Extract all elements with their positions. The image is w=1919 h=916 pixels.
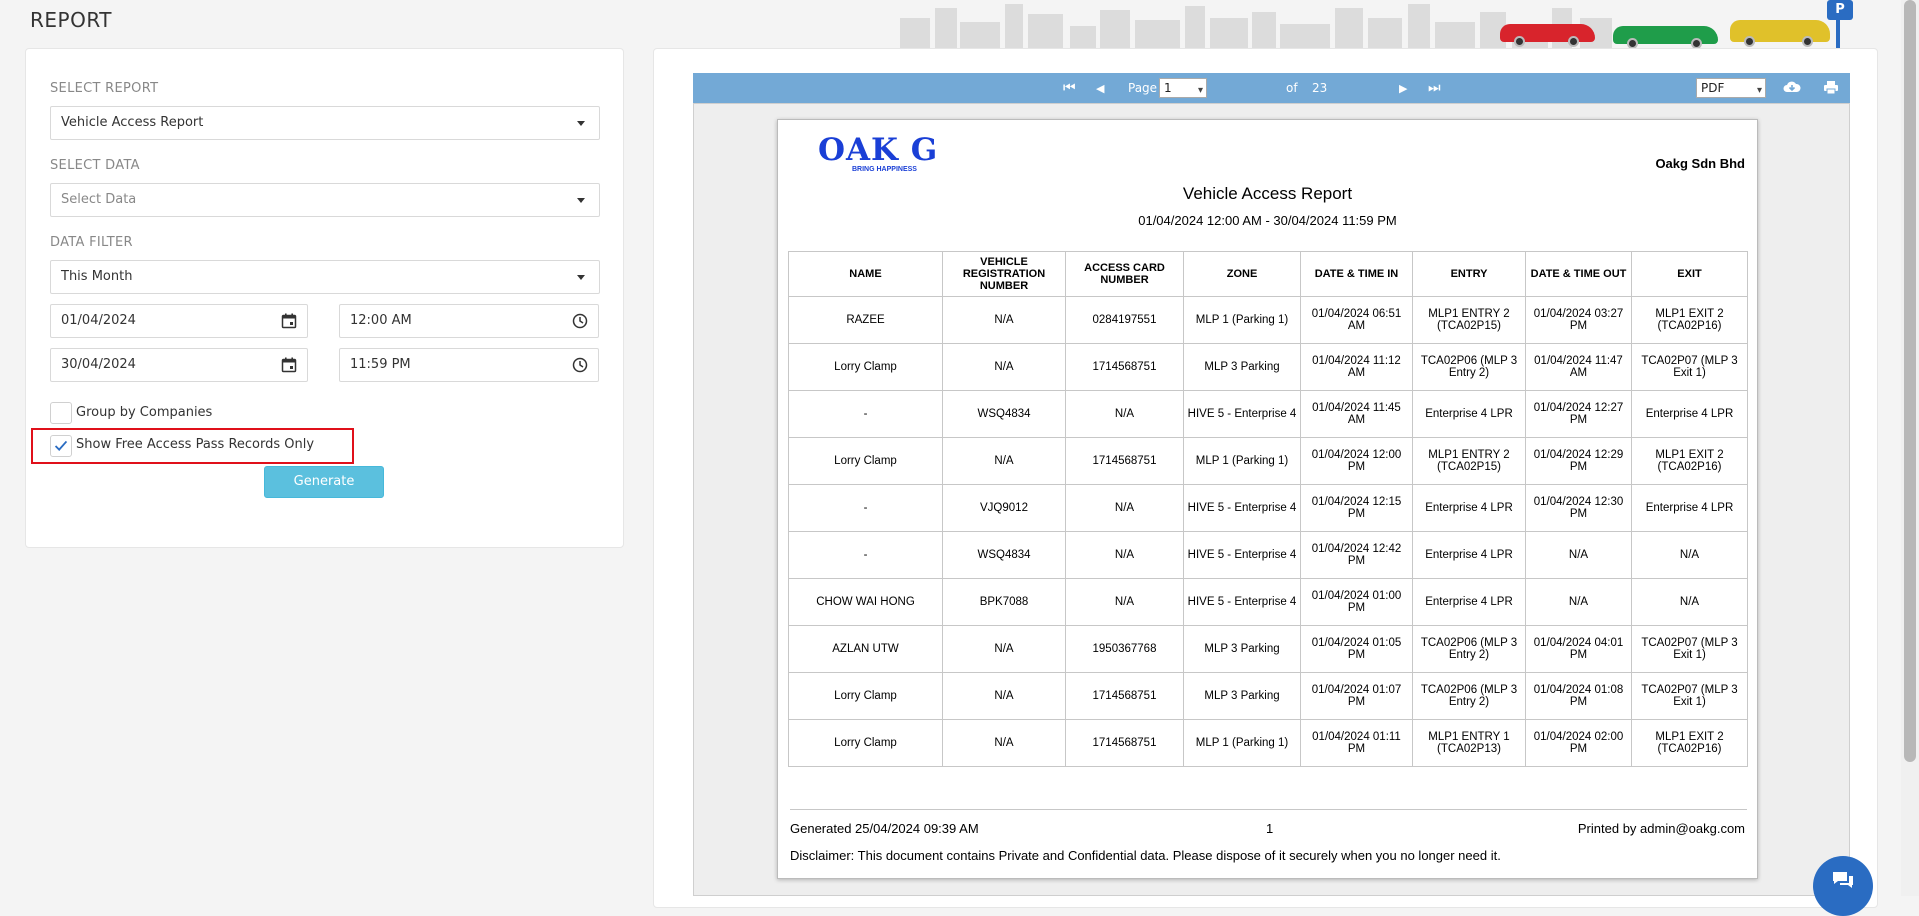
table-cell: 01/04/2024 01:11 PM: [1301, 720, 1413, 767]
table-cell: 01/04/2024 01:08 PM: [1526, 673, 1632, 720]
data-filter-dropdown[interactable]: [50, 260, 600, 294]
table-row: [789, 297, 1748, 344]
table-cell: Enterprise 4 LPR: [1413, 391, 1526, 438]
table-cell: HIVE 5 - Enterprise 4: [1184, 579, 1301, 626]
table-cell: Lorry Clamp: [789, 344, 943, 391]
column-header: ZONE: [1184, 252, 1301, 297]
table-cell: MLP1 EXIT 2 (TCA02P16): [1632, 297, 1748, 344]
report-filter-panel: [25, 48, 624, 548]
end-time-input[interactable]: [339, 348, 599, 382]
report-title: Vehicle Access Report: [1182, 184, 1353, 203]
export-format-value: PDF: [1701, 81, 1725, 95]
table-cell: 01/04/2024 12:29 PM: [1526, 438, 1632, 485]
green-car-icon: [1613, 26, 1718, 44]
table-cell: 01/04/2024 03:27 PM: [1526, 297, 1632, 344]
data-filter-label: DATA FILTER: [50, 235, 133, 250]
table-cell: TCA02P06 (MLP 3 Entry 2): [1413, 673, 1526, 720]
data-filter-value: This Month: [61, 269, 133, 284]
of-label: of: [1286, 81, 1298, 95]
table-cell: MLP 3 Parking: [1184, 673, 1301, 720]
table-row: [789, 626, 1748, 673]
table-cell: CHOW WAI HONG: [789, 579, 943, 626]
footer-divider: [790, 809, 1747, 810]
start-date-input[interactable]: [50, 304, 308, 338]
table-cell: MLP1 EXIT 2 (TCA02P16): [1632, 720, 1748, 767]
city-banner-illustration: [880, 0, 1880, 48]
table-cell: 01/04/2024 12:15 PM: [1301, 485, 1413, 532]
logo-tagline: BRING HAPPINESS: [852, 166, 917, 173]
table-cell: N/A: [1066, 532, 1184, 579]
table-cell: 01/04/2024 02:00 PM: [1526, 720, 1632, 767]
clock-icon[interactable]: [572, 357, 588, 373]
table-row: [789, 720, 1748, 767]
calendar-icon[interactable]: [281, 313, 297, 329]
page-scrollbar-thumb[interactable]: [1904, 0, 1916, 762]
table-cell: MLP 1 (Parking 1): [1184, 297, 1301, 344]
column-header: DATE & TIME OUT: [1526, 252, 1632, 297]
parking-pole: [1836, 20, 1840, 48]
table-header-row: [789, 252, 1748, 297]
table-cell: N/A: [943, 673, 1066, 720]
table-cell: N/A: [1526, 532, 1632, 579]
table-cell: Enterprise 4 LPR: [1632, 391, 1748, 438]
page-label: Page: [1128, 81, 1158, 95]
table-cell: N/A: [1632, 579, 1748, 626]
clock-icon[interactable]: [572, 313, 588, 329]
table-row: [789, 344, 1748, 391]
table-cell: 01/04/2024 12:42 PM: [1301, 532, 1413, 579]
table-cell: MLP 1 (Parking 1): [1184, 720, 1301, 767]
table-cell: N/A: [943, 720, 1066, 767]
column-header: EXIT: [1632, 252, 1748, 297]
table-cell: 01/04/2024 01:07 PM: [1301, 673, 1413, 720]
table-cell: MLP 3 Parking: [1184, 344, 1301, 391]
table-cell: -: [789, 485, 943, 532]
chevron-down-icon: [577, 275, 585, 280]
table-cell: -: [789, 391, 943, 438]
table-cell: 1714568751: [1066, 720, 1184, 767]
table-cell: WSQ4834: [943, 532, 1066, 579]
table-row: [789, 391, 1748, 438]
table-cell: N/A: [1632, 532, 1748, 579]
report-date-range: 01/04/2024 12:00 AM - 30/04/2024 11:59 PM: [1138, 213, 1397, 228]
chevron-down-icon: ▾: [1197, 85, 1203, 96]
select-data-placeholder: Select Data: [61, 192, 137, 207]
page-title: REPORT: [30, 8, 112, 32]
generated-timestamp: Generated 25/04/2024 09:39 AM: [790, 821, 979, 836]
group-by-companies-checkbox[interactable]: [50, 402, 72, 424]
select-report-dropdown[interactable]: [50, 106, 600, 140]
table-cell: Lorry Clamp: [789, 673, 943, 720]
start-time-input[interactable]: [339, 304, 599, 338]
table-cell: N/A: [943, 297, 1066, 344]
viewer-toolbar: [693, 73, 1850, 103]
page-number-select[interactable]: [1159, 78, 1207, 98]
report-page-number: 1: [1266, 821, 1274, 836]
download-icon[interactable]: [1783, 79, 1801, 95]
printed-by: Printed by admin@oakg.com: [1577, 821, 1745, 836]
checkmark-icon: [51, 436, 71, 456]
table-cell: VJQ9012: [943, 485, 1066, 532]
table-cell: BPK7088: [943, 579, 1066, 626]
table-cell: TCA02P07 (MLP 3 Exit 1): [1632, 673, 1748, 720]
table-cell: MLP1 ENTRY 2 (TCA02P15): [1413, 438, 1526, 485]
chevron-down-icon: [577, 198, 585, 203]
yellow-car-icon: [1730, 20, 1830, 42]
table-cell: HIVE 5 - Enterprise 4: [1184, 391, 1301, 438]
select-data-dropdown[interactable]: [50, 183, 600, 217]
table-cell: 1714568751: [1066, 438, 1184, 485]
table-cell: 01/04/2024 01:00 PM: [1301, 579, 1413, 626]
last-page-icon[interactable]: ⏭: [1428, 80, 1441, 96]
company-logo: [818, 132, 938, 173]
next-page-icon[interactable]: ▶: [1399, 82, 1408, 95]
table-cell: N/A: [1066, 485, 1184, 532]
chat-icon[interactable]: [1813, 856, 1873, 916]
column-header: NAME: [789, 252, 943, 297]
table-cell: 01/04/2024 12:27 PM: [1526, 391, 1632, 438]
table-cell: TCA02P06 (MLP 3 Entry 2): [1413, 626, 1526, 673]
column-header: DATE & TIME IN: [1301, 252, 1413, 297]
table-cell: TCA02P07 (MLP 3 Exit 1): [1632, 344, 1748, 391]
table-cell: Enterprise 4 LPR: [1413, 485, 1526, 532]
table-cell: 01/04/2024 11:12 AM: [1301, 344, 1413, 391]
table-cell: N/A: [1066, 579, 1184, 626]
red-car-icon: [1500, 24, 1595, 42]
free-access-only-label: Show Free Access Pass Records Only: [76, 437, 315, 452]
table-cell: 1714568751: [1066, 673, 1184, 720]
table-cell: MLP 3 Parking: [1184, 626, 1301, 673]
table-cell: 01/04/2024 12:00 PM: [1301, 438, 1413, 485]
table-cell: N/A: [943, 344, 1066, 391]
table-cell: 01/04/2024 11:47 AM: [1526, 344, 1632, 391]
table-cell: MLP1 EXIT 2 (TCA02P16): [1632, 438, 1748, 485]
table-cell: TCA02P07 (MLP 3 Exit 1): [1632, 626, 1748, 673]
print-icon[interactable]: [1823, 80, 1839, 95]
table-cell: RAZEE: [789, 297, 943, 344]
table-cell: N/A: [943, 438, 1066, 485]
group-by-companies-label: Group by Companies: [76, 405, 213, 420]
table-cell: AZLAN UTW: [789, 626, 943, 673]
company-name: Oakg Sdn Bhd: [1655, 156, 1745, 171]
table-cell: N/A: [943, 626, 1066, 673]
table-cell: 01/04/2024 11:45 AM: [1301, 391, 1413, 438]
generate-button[interactable]: Generate: [264, 466, 384, 498]
logo-wordmark: OAK G: [818, 132, 939, 168]
table-cell: Enterprise 4 LPR: [1413, 532, 1526, 579]
table-cell: HIVE 5 - Enterprise 4: [1184, 485, 1301, 532]
export-format-select[interactable]: [1696, 78, 1766, 98]
table-cell: 1950367768: [1066, 626, 1184, 673]
end-date-value: 30/04/2024: [61, 357, 136, 372]
free-access-only-checkbox[interactable]: [50, 435, 72, 457]
table-cell: WSQ4834: [943, 391, 1066, 438]
table-cell: Enterprise 4 LPR: [1413, 579, 1526, 626]
parking-sign-icon: P: [1827, 0, 1853, 20]
chevron-down-icon: [577, 121, 585, 126]
table-cell: HIVE 5 - Enterprise 4: [1184, 532, 1301, 579]
table-cell: MLP1 ENTRY 2 (TCA02P15): [1413, 297, 1526, 344]
calendar-icon[interactable]: [281, 357, 297, 373]
table-cell: N/A: [1526, 579, 1632, 626]
prev-page-icon[interactable]: ◀: [1096, 82, 1105, 95]
table-cell: 01/04/2024 04:01 PM: [1526, 626, 1632, 673]
table-cell: 0284197551: [1066, 297, 1184, 344]
table-cell: MLP 1 (Parking 1): [1184, 438, 1301, 485]
table-row: [789, 673, 1748, 720]
table-cell: 01/04/2024 01:05 PM: [1301, 626, 1413, 673]
end-time-value: 11:59 PM: [350, 357, 411, 372]
start-time-value: 12:00 AM: [350, 313, 412, 328]
select-report-label: SELECT REPORT: [50, 81, 159, 96]
disclaimer-text: Disclaimer: This document contains Private and Confidential data. Please dispose of it securely when you no longer need it.: [790, 848, 1501, 863]
table-cell: 1714568751: [1066, 344, 1184, 391]
page-number-value: 1: [1164, 81, 1172, 95]
report-page: [777, 119, 1758, 879]
table-cell: MLP1 ENTRY 1 (TCA02P13): [1413, 720, 1526, 767]
table-cell: -: [789, 532, 943, 579]
select-data-label: SELECT DATA: [50, 158, 140, 173]
table-row: [789, 485, 1748, 532]
table-cell: Lorry Clamp: [789, 438, 943, 485]
first-page-icon[interactable]: ⏮: [1063, 80, 1076, 96]
table-row: [789, 579, 1748, 626]
report-table: [788, 251, 1748, 767]
table-cell: Enterprise 4 LPR: [1632, 485, 1748, 532]
table-cell: Lorry Clamp: [789, 720, 943, 767]
column-header: ENTRY: [1413, 252, 1526, 297]
start-date-value: 01/04/2024: [61, 313, 136, 328]
total-pages: 23: [1312, 81, 1328, 95]
column-header: VEHICLE REGISTRATION NUMBER: [943, 252, 1066, 297]
table-cell: 01/04/2024 06:51 AM: [1301, 297, 1413, 344]
table-row: [789, 532, 1748, 579]
table-cell: TCA02P06 (MLP 3 Entry 2): [1413, 344, 1526, 391]
column-header: ACCESS CARD NUMBER: [1066, 252, 1184, 297]
select-report-value: Vehicle Access Report: [61, 115, 204, 130]
table-row: [789, 438, 1748, 485]
chevron-down-icon: ▾: [1756, 85, 1762, 96]
table-cell: N/A: [1066, 391, 1184, 438]
end-date-input[interactable]: [50, 348, 308, 382]
table-cell: 01/04/2024 12:30 PM: [1526, 485, 1632, 532]
